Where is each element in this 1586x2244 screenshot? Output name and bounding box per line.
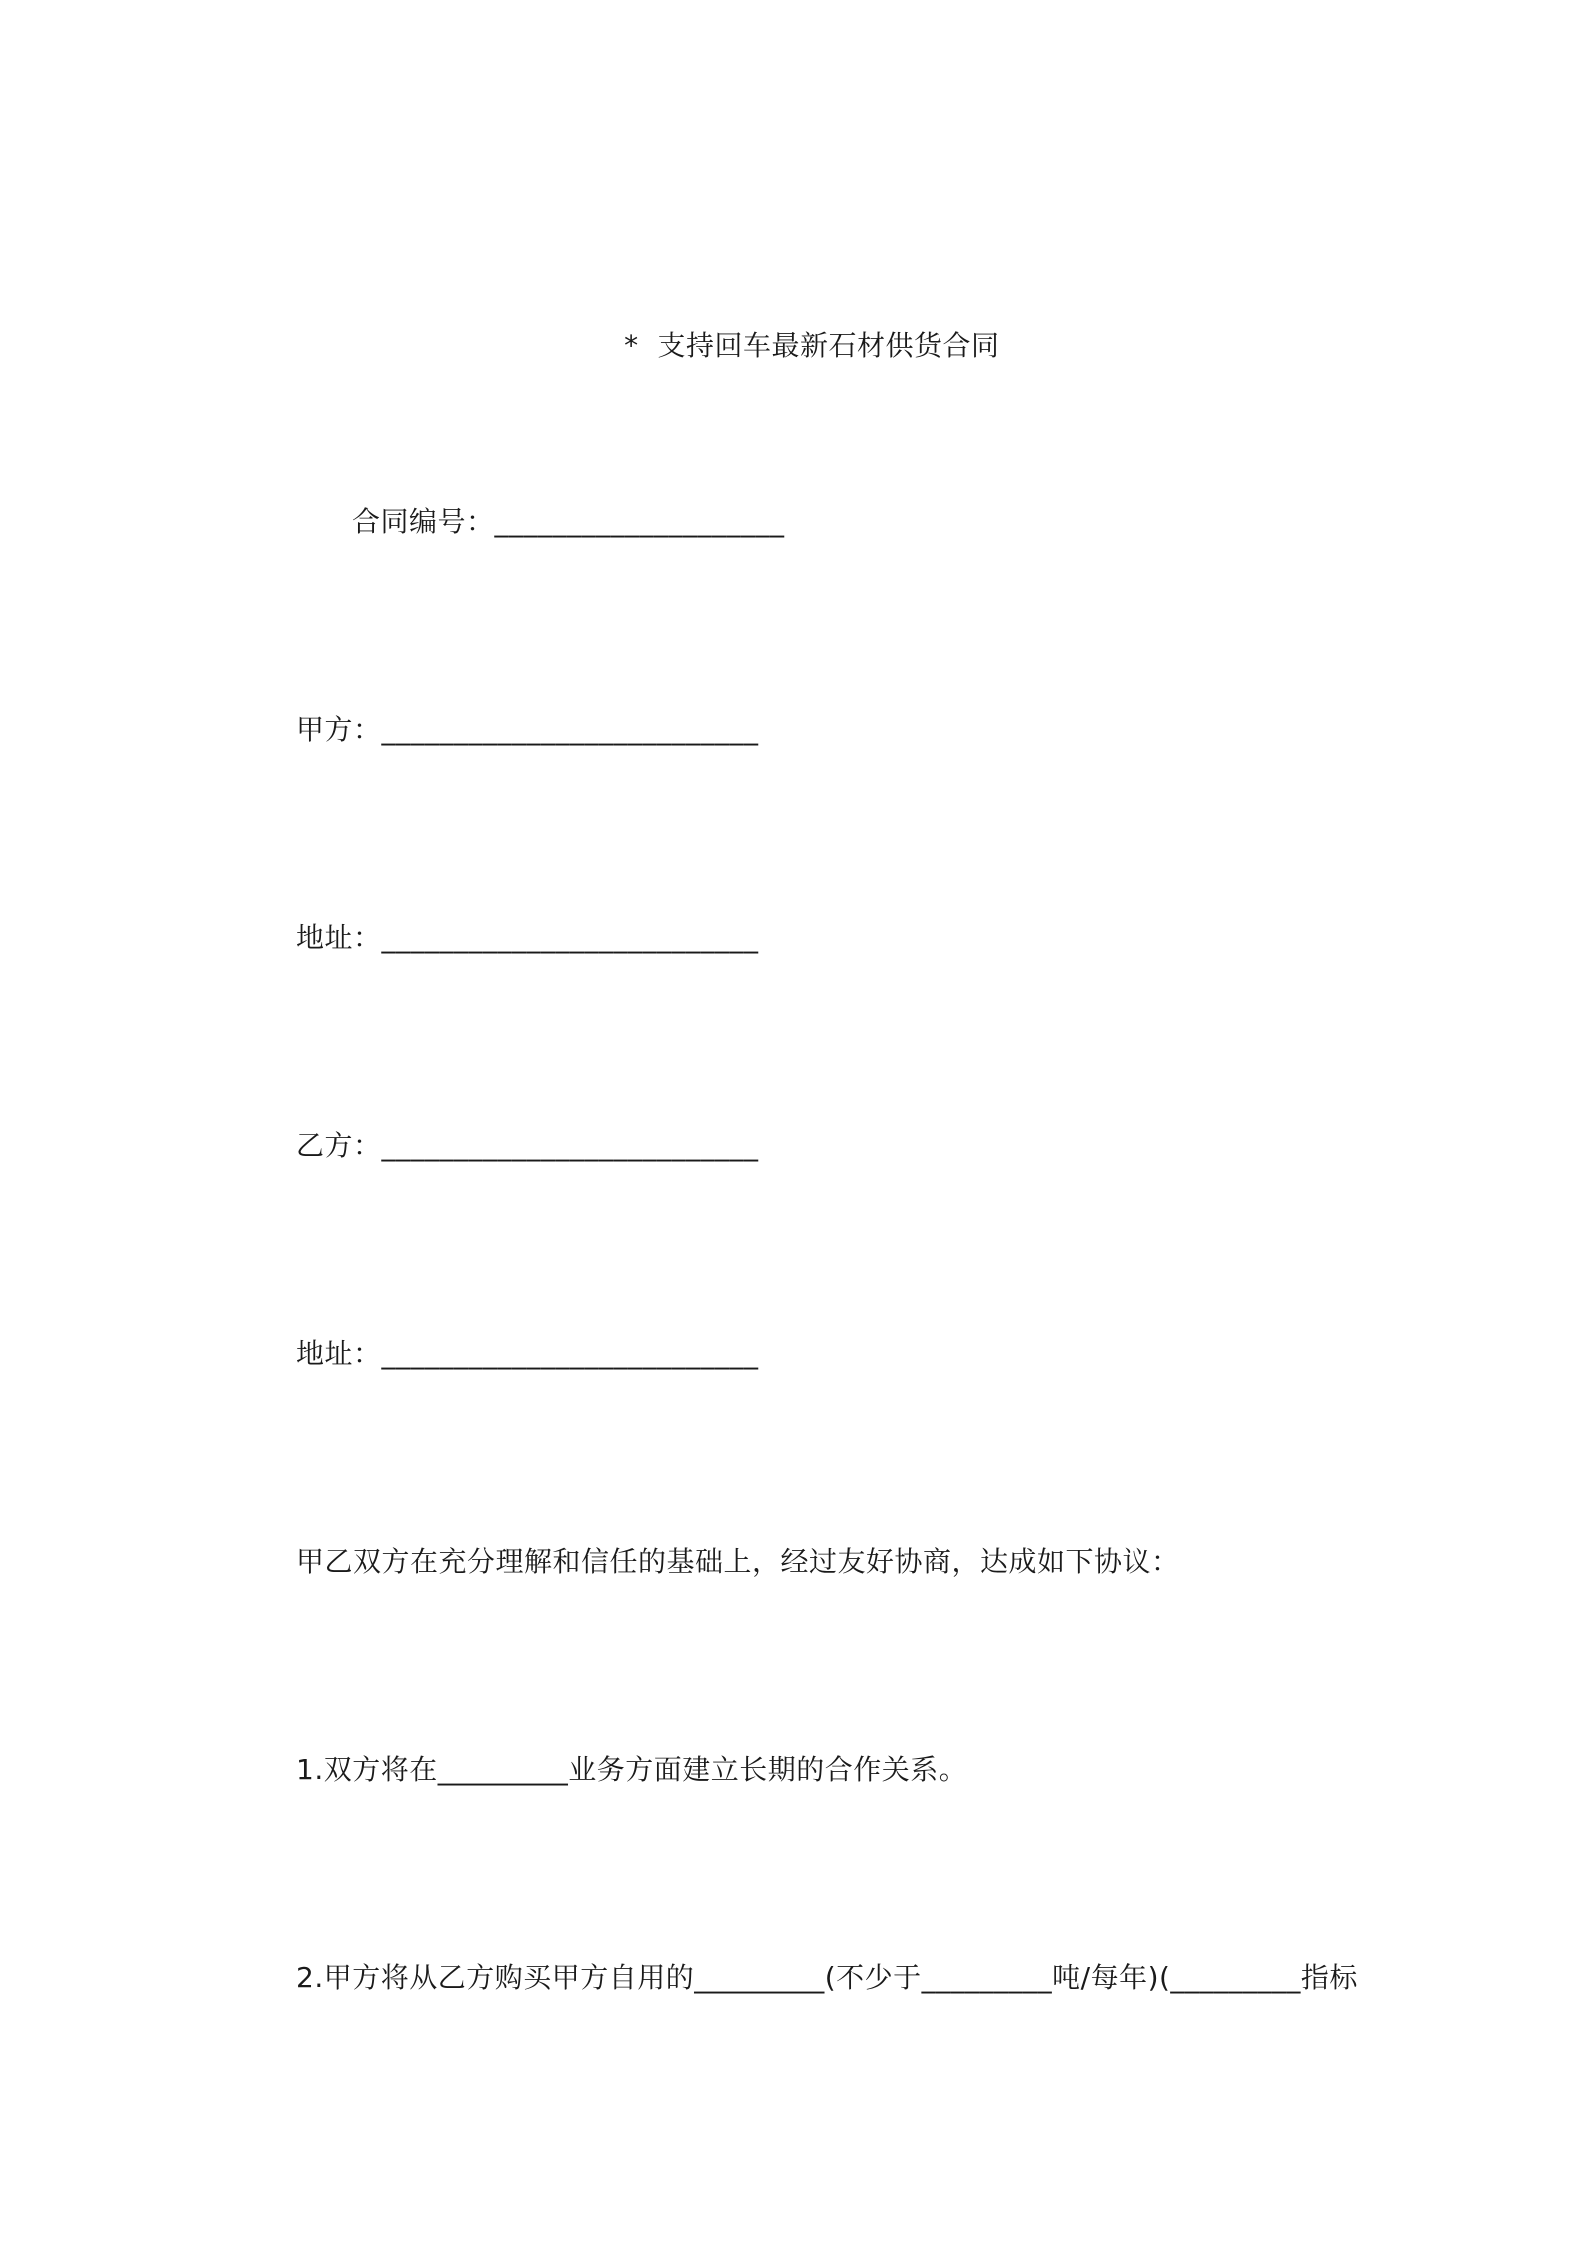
- party-b-address-field: 地址：__________________________: [296, 1337, 759, 1370]
- document-title: [0, 292, 1586, 400]
- clause-item: 2.甲方将从乙方购买甲方自用的_________(不少于_________吨/每年)(_________指标: [296, 1961, 1358, 1994]
- party-a-address-field: 地址：__________________________: [296, 921, 759, 954]
- party-a-field: 甲方：__________________________: [296, 713, 759, 746]
- party-b-field: 乙方：__________________________: [296, 1129, 759, 1162]
- contract-number-field: 合同编号：____________________: [352, 505, 785, 538]
- clause-item: 1.双方将在_________业务方面建立长期的合作关系。: [296, 1753, 968, 1786]
- document-title-text: * 支持回车最新石材供货合同: [624, 329, 1000, 362]
- agreement-intro: 甲乙双方在充分理解和信任的基础上，经过友好协商，达成如下协议：: [296, 1545, 1180, 1578]
